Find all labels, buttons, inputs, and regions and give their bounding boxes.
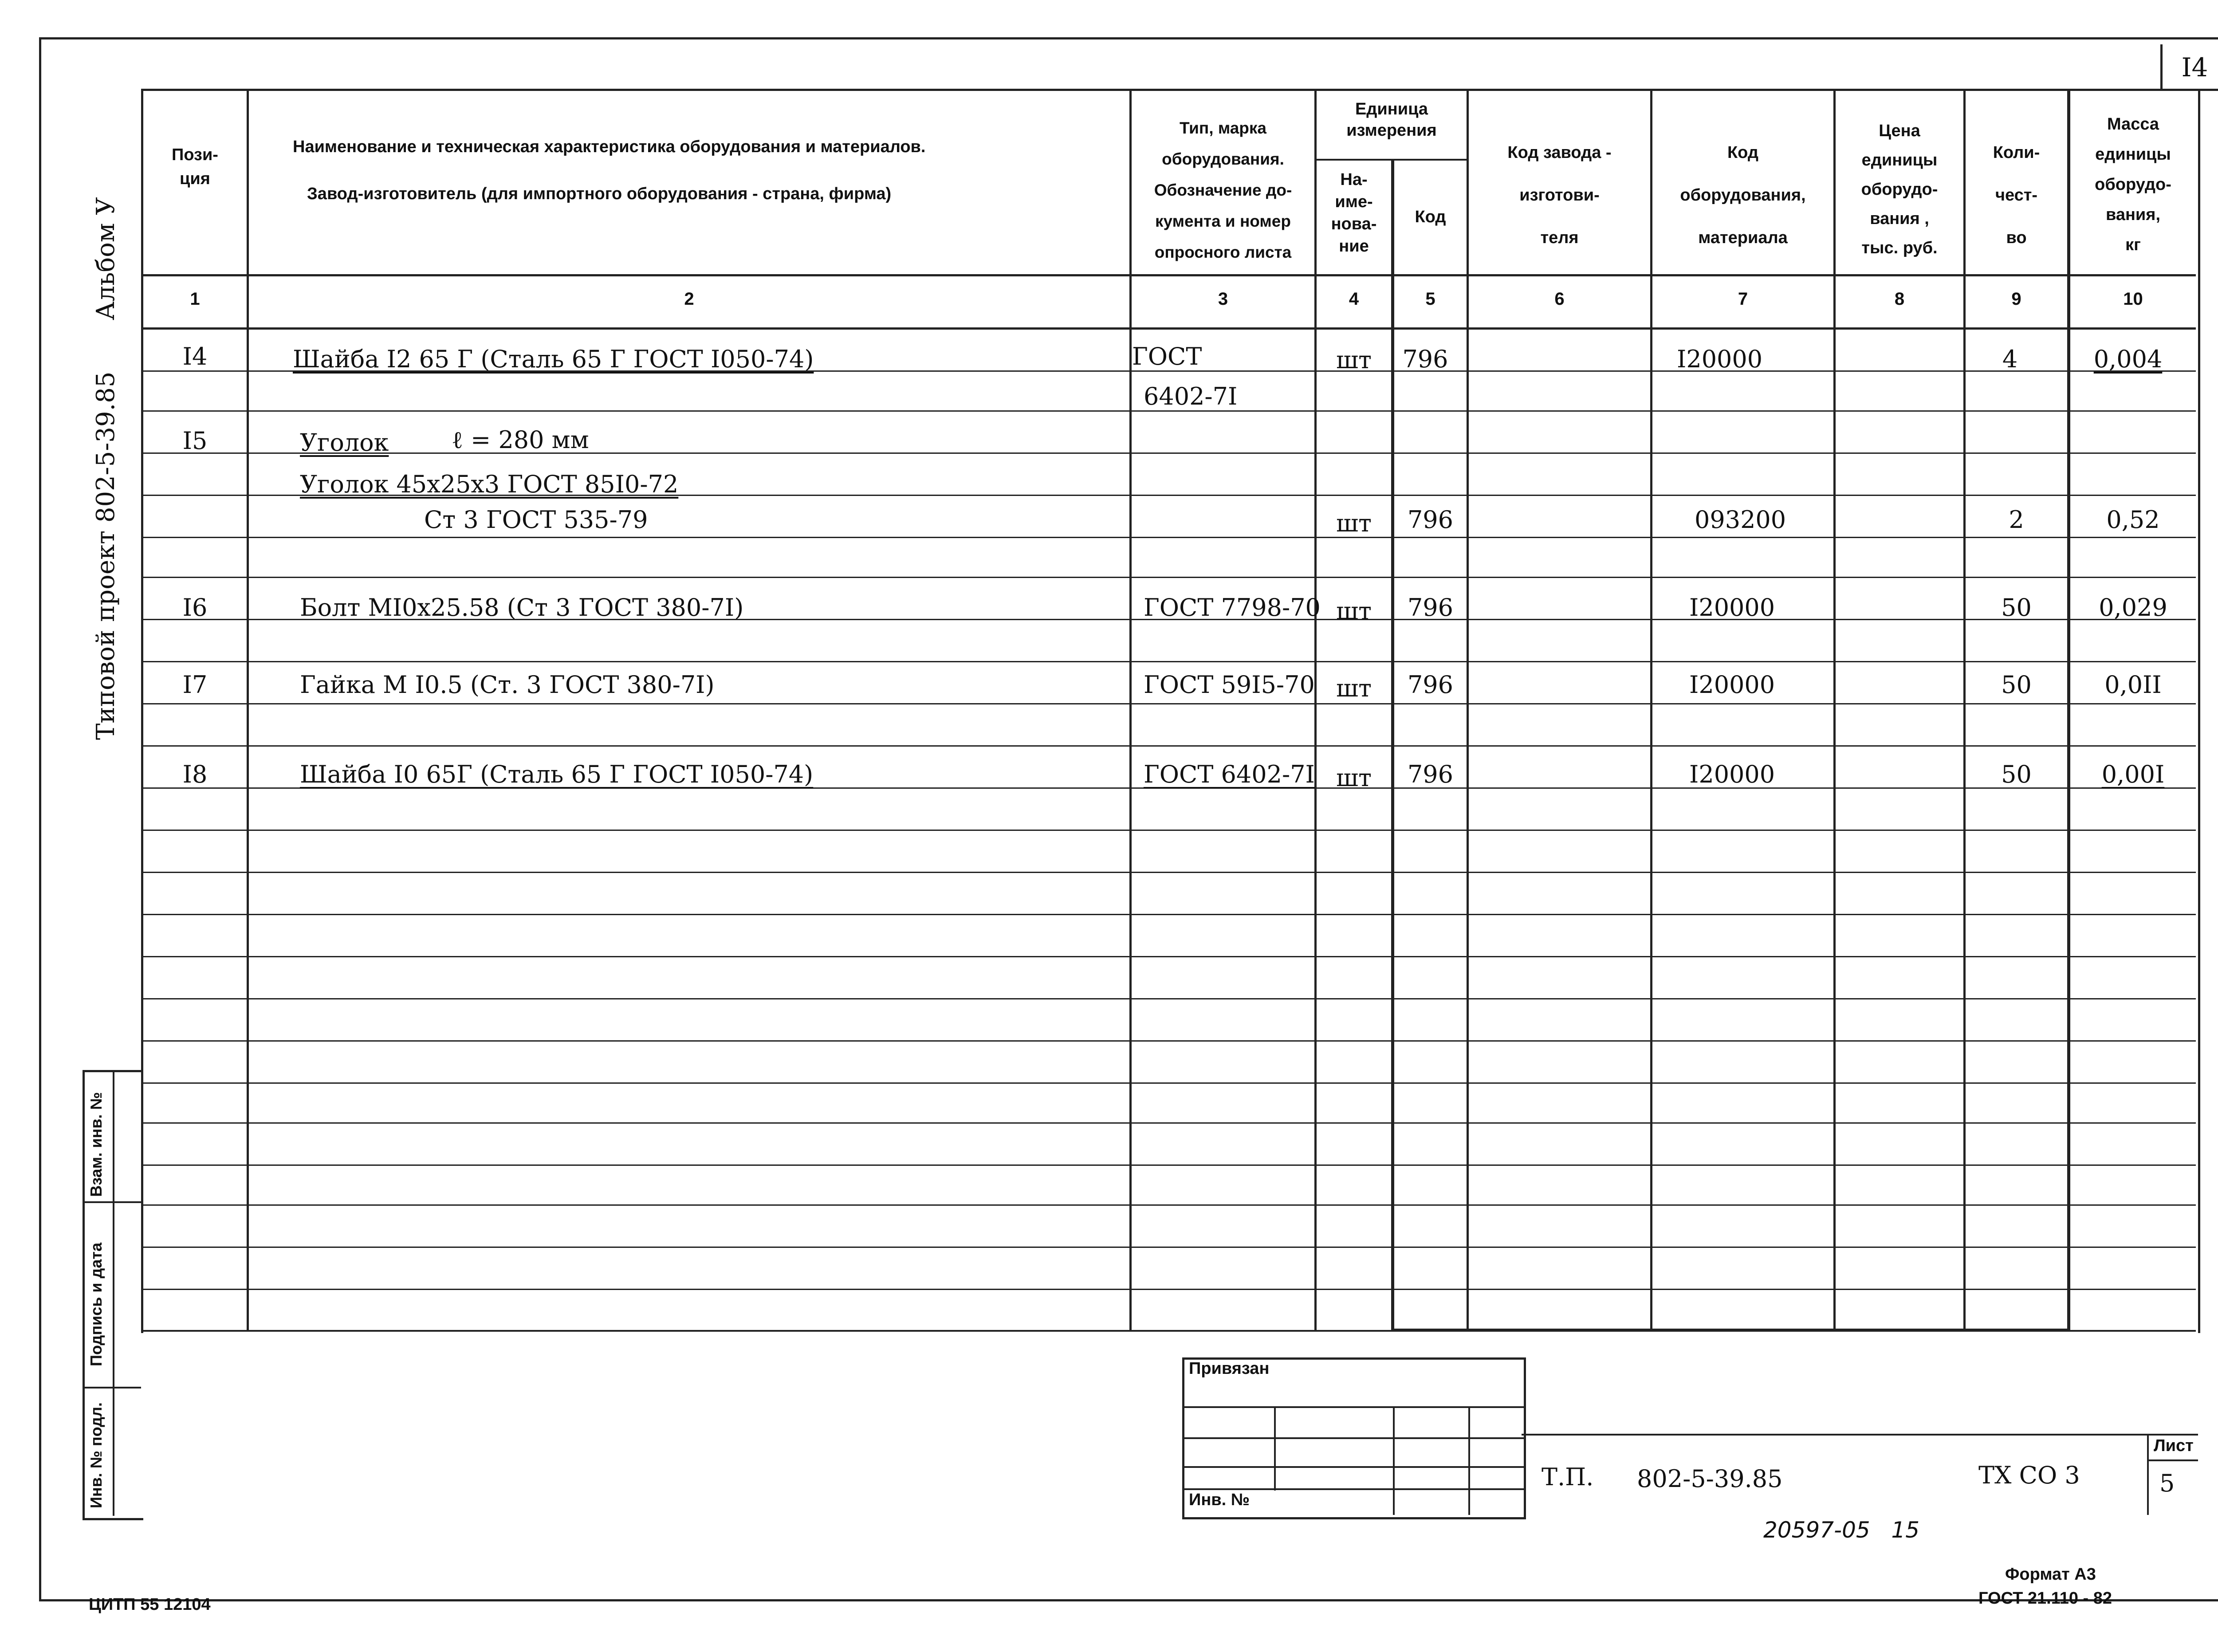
header-mass: Масса единицы оборудо- вания, кг: [2095, 115, 2171, 254]
binding-col: [1468, 1406, 1470, 1515]
table-bottom-line: [141, 1330, 2196, 1332]
row-name: Шайба I2 65 Г (Сталь 65 Г ГОСТ I050-74): [293, 345, 814, 373]
binding-col: [1393, 1406, 1395, 1515]
row-unit: шт: [1336, 509, 1372, 537]
row-line: [141, 1122, 2196, 1124]
row-material-code: I20000: [1689, 671, 1775, 699]
col-number: 7: [1738, 289, 1748, 309]
col-number: 8: [1894, 289, 1905, 309]
row-line: [141, 1082, 2196, 1084]
row-unit-code: 796: [1407, 671, 1454, 699]
header-unit: Единица измерения: [1346, 100, 1437, 140]
header-material-code: Код оборудования, материала: [1680, 143, 1806, 247]
row-line: [141, 956, 2196, 957]
row-line: [141, 830, 2196, 831]
row-unit-code: 796: [1402, 345, 1448, 373]
header-position: Пози- ция: [172, 146, 218, 188]
row-unit: шт: [1336, 764, 1372, 792]
row-line: [141, 914, 2196, 915]
row-type: ГОСТ: [1132, 342, 1202, 370]
row-type: ГОСТ 59I5-70: [1144, 671, 1315, 699]
header-factory-code: Код завода - изготови- теля: [1507, 143, 1612, 247]
binding-line: [1182, 1466, 1524, 1468]
row-position: I8: [182, 760, 208, 788]
project-code: 802-5-39.85: [1637, 1465, 1783, 1493]
project-label: Типовой проект 802-5-39.85: [91, 371, 120, 740]
stamp-sign-date: Подпись и дата: [87, 1243, 105, 1366]
binding-col: [1274, 1406, 1276, 1491]
row-line: [141, 1164, 2196, 1166]
page-number: I4: [2181, 52, 2208, 83]
row-material-code: I20000: [1677, 345, 1763, 373]
row-position: I5: [182, 427, 208, 455]
row-line: [141, 577, 2196, 578]
privyazan-label: Привязан: [1189, 1359, 1270, 1378]
sheet-label: Лист: [2154, 1436, 2194, 1455]
col-number: 9: [2011, 289, 2021, 309]
row-line: [141, 1289, 2196, 1290]
header-quantity: Коли- чест- во: [1993, 143, 2040, 247]
stamp-inv-vzam: Взам. инв. №: [87, 1092, 105, 1197]
row-name: Уголок 45х25х3 ГОСТ 85I0-72: [300, 470, 679, 498]
row-type: 6402-7I: [1144, 382, 1238, 410]
row-name: Гайка М I0.5 (Ст. 3 ГОСТ 380-7I): [300, 671, 715, 699]
header-name-line2: Завод-изготовитель (для импортного оборудования - страна, фирма): [307, 185, 892, 203]
row-position: I6: [182, 594, 208, 621]
binding-line: [1182, 1488, 1524, 1490]
row-line: [141, 703, 2196, 704]
row-position: I4: [182, 342, 208, 370]
col-number: 10: [2123, 289, 2143, 309]
header-line: [141, 327, 2196, 330]
title-line: [1522, 1434, 2198, 1436]
sheet-divider: [2147, 1434, 2149, 1515]
row-position: I7: [182, 671, 208, 699]
row-line: [141, 661, 2196, 662]
row-mass: 0,029: [2099, 594, 2167, 621]
binding-line: [1182, 1406, 1524, 1408]
row-quantity: 50: [2001, 594, 2032, 621]
row-mass: 0,0II: [2104, 671, 2162, 699]
row-unit-code: 796: [1407, 594, 1454, 621]
album-label: Альбом У: [91, 197, 120, 320]
row-type: ГОСТ 7798-70: [1144, 594, 1321, 621]
col-number: 4: [1349, 289, 1359, 309]
row-material-code: I20000: [1689, 760, 1775, 788]
doc-code: ТХ СО 3: [1978, 1461, 2080, 1489]
row-quantity: 4: [2002, 345, 2018, 373]
gost-label: ГОСТ 21.110 - 82: [1978, 1589, 2112, 1608]
handwritten-number: 20597-05 15: [1763, 1517, 1920, 1543]
tp-label: Т.П.: [1542, 1463, 1594, 1491]
sheet-line: [2147, 1459, 2198, 1461]
row-line: [141, 410, 2196, 412]
row-line: [141, 745, 2196, 747]
header-unit-name: На- име- нова- ние: [1331, 170, 1377, 256]
format-label: Формат А3: [2005, 1565, 2096, 1584]
row-unit-code: 796: [1407, 760, 1454, 788]
row-name: Ст 3 ГОСТ 535-79: [424, 506, 648, 534]
col-number: 5: [1425, 289, 1435, 309]
row-unit-code: 796: [1407, 506, 1454, 534]
row-line: [141, 1204, 2196, 1206]
row-line: [141, 1040, 2196, 1042]
inv-no-label: Инв. №: [1189, 1491, 1250, 1509]
binding-line: [1182, 1437, 1524, 1439]
row-line: [141, 998, 2196, 999]
row-name-length: ℓ = 280 мм: [452, 426, 589, 454]
row-unit: шт: [1336, 597, 1372, 625]
row-line: [141, 537, 2196, 538]
row-line: [141, 1247, 2196, 1248]
stamp-line: [83, 1387, 141, 1388]
row-name: Шайба I0 65Г (Сталь 65 Г ГОСТ I050-74): [300, 760, 814, 788]
row-unit: шт: [1336, 674, 1372, 702]
row-mass: 0,00I: [2101, 760, 2165, 788]
row-name: Уголок: [300, 429, 389, 456]
row-quantity: 50: [2001, 671, 2032, 699]
stamp-inv-podl: Инв. № подл.: [87, 1402, 105, 1508]
header-type: Тип, марка оборудования. Обозначение до- кумента и номер опросного листа: [1154, 119, 1292, 261]
header-unit-code: Код: [1415, 208, 1446, 226]
col-number: 2: [684, 289, 694, 309]
row-name: Болт МI0х25.58 (Ст 3 ГОСТ 380-7I): [300, 594, 744, 621]
col-number: 1: [190, 289, 200, 309]
col-number: 3: [1218, 289, 1228, 309]
row-line: [141, 452, 2196, 454]
row-mass: 0,52: [2106, 506, 2160, 534]
row-unit: шт: [1336, 346, 1372, 374]
header-unit-price: Цена единицы оборудо- вания , тыс. руб.: [1861, 122, 1938, 257]
row-quantity: 50: [2001, 760, 2032, 788]
row-material-code: 093200: [1695, 506, 1786, 534]
sheet-number: 5: [2159, 1469, 2175, 1497]
header-name-line1: Наименование и техническая характеристика оборудования и материалов.: [293, 138, 926, 156]
header-line: [141, 274, 2196, 276]
stamp-divider: [113, 1070, 114, 1516]
citp-label: ЦИТП 55 12104: [89, 1595, 211, 1614]
row-type: ГОСТ 6402-7I: [1144, 760, 1315, 788]
unit-header-line: [1314, 159, 1469, 161]
col-number: 6: [1554, 289, 1565, 309]
row-line: [141, 872, 2196, 873]
row-quantity: 2: [2009, 506, 2024, 534]
stamp-line: [83, 1201, 141, 1203]
row-material-code: I20000: [1689, 594, 1775, 621]
row-mass: 0,004: [2093, 345, 2163, 373]
